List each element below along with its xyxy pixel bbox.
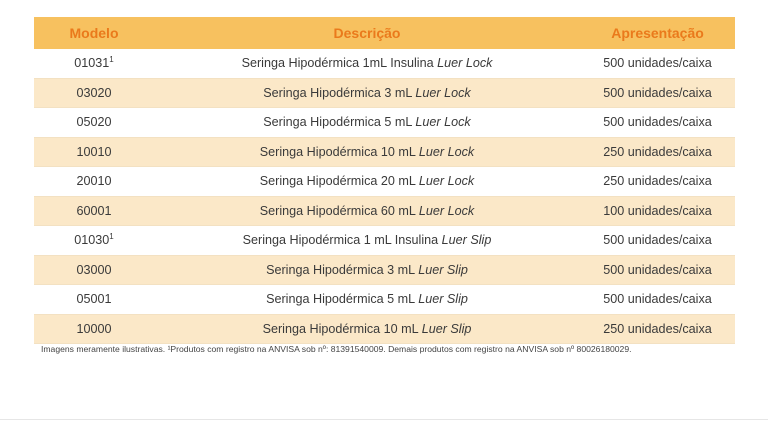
table-body bbox=[34, 49, 735, 344]
product-table bbox=[34, 17, 735, 344]
modelo-code: 10000 bbox=[76, 321, 112, 336]
cell-modelo bbox=[34, 167, 154, 197]
description-text: Seringa Hipodérmica 10 mL bbox=[259, 144, 419, 159]
description-text: Seringa Hipodérmica 1mL Insulina bbox=[241, 56, 438, 71]
cell-descricao bbox=[154, 167, 580, 197]
connector-type: Luer Slip bbox=[441, 233, 492, 248]
header-descricao: Descrição bbox=[154, 17, 580, 49]
cell-apresentacao: 500 unidades/caixa bbox=[580, 108, 735, 138]
connector-type: Luer Lock bbox=[415, 85, 471, 100]
table-row bbox=[34, 167, 735, 197]
cell-descricao bbox=[154, 255, 580, 285]
cell-apresentacao: 250 unidades/caixa bbox=[580, 137, 735, 167]
table-row bbox=[34, 108, 735, 138]
cell-apresentacao: 250 unidades/caixa bbox=[580, 167, 735, 197]
connector-type: Luer Slip bbox=[421, 321, 472, 336]
table-header-row bbox=[34, 17, 735, 49]
connector-type: Luer Slip bbox=[418, 292, 468, 307]
table-row bbox=[34, 314, 735, 344]
table-row bbox=[34, 196, 735, 226]
cell-descricao bbox=[154, 226, 580, 256]
product-table-container bbox=[34, 17, 735, 344]
cell-modelo bbox=[34, 49, 154, 78]
modelo-code: 03000 bbox=[76, 262, 112, 277]
cell-descricao bbox=[154, 137, 580, 167]
modelo-code: 01030 bbox=[74, 233, 110, 248]
cell-apresentacao: 250 unidades/caixa bbox=[580, 314, 735, 344]
modelo-code: 05001 bbox=[76, 292, 112, 307]
modelo-code: 60001 bbox=[76, 203, 112, 218]
cell-modelo bbox=[34, 314, 154, 344]
modelo-code: 10010 bbox=[76, 144, 112, 159]
cell-descricao bbox=[154, 108, 580, 138]
connector-type: Luer Lock bbox=[437, 56, 493, 71]
footnote-marker: 1 bbox=[109, 55, 114, 65]
cell-modelo bbox=[34, 196, 154, 226]
divider bbox=[0, 419, 768, 420]
table-row bbox=[34, 255, 735, 285]
cell-descricao bbox=[154, 196, 580, 226]
modelo-code: 01031 bbox=[74, 56, 110, 71]
footnote: Imagens meramente ilustrativas. ¹Produtos com registro na ANVISA sob nº: 81391540009. Demais produtos com registro na ANVISA sob nº 80026180029. bbox=[41, 344, 632, 354]
cell-apresentacao: 500 unidades/caixa bbox=[580, 78, 735, 108]
table-row bbox=[34, 137, 735, 167]
footnote-marker: 1 bbox=[109, 232, 114, 242]
description-text: Seringa Hipodérmica 5 mL bbox=[266, 292, 419, 307]
cell-descricao bbox=[154, 314, 580, 344]
table-row bbox=[34, 78, 735, 108]
description-text: Seringa Hipodérmica 10 mL bbox=[262, 321, 422, 336]
header-modelo: Modelo bbox=[34, 17, 154, 49]
description-text: Seringa Hipodérmica 20 mL bbox=[259, 174, 419, 189]
cell-apresentacao: 100 unidades/caixa bbox=[580, 196, 735, 226]
description-text: Seringa Hipodérmica 1 mL Insulina bbox=[242, 233, 442, 248]
connector-type: Luer Lock bbox=[418, 144, 475, 159]
table-row bbox=[34, 226, 735, 256]
connector-type: Luer Lock bbox=[415, 115, 471, 130]
description-text: Seringa Hipodérmica 5 mL bbox=[263, 115, 416, 130]
connector-type: Luer Lock bbox=[418, 203, 475, 218]
description-text: Seringa Hipodérmica 60 mL bbox=[259, 203, 419, 218]
header-apresentacao: Apresentação bbox=[580, 17, 735, 49]
cell-modelo bbox=[34, 108, 154, 138]
table-row bbox=[34, 49, 735, 78]
cell-descricao bbox=[154, 78, 580, 108]
cell-apresentacao: 500 unidades/caixa bbox=[580, 49, 735, 78]
cell-apresentacao: 500 unidades/caixa bbox=[580, 226, 735, 256]
connector-type: Luer Lock bbox=[418, 174, 475, 189]
cell-apresentacao: 500 unidades/caixa bbox=[580, 285, 735, 315]
cell-apresentacao: 500 unidades/caixa bbox=[580, 255, 735, 285]
modelo-code: 20010 bbox=[76, 174, 112, 189]
cell-modelo bbox=[34, 255, 154, 285]
cell-modelo bbox=[34, 78, 154, 108]
cell-descricao bbox=[154, 285, 580, 315]
cell-modelo bbox=[34, 137, 154, 167]
description-text: Seringa Hipodérmica 3 mL bbox=[263, 85, 416, 100]
modelo-code: 03020 bbox=[76, 85, 112, 100]
description-text: Seringa Hipodérmica 3 mL bbox=[266, 262, 419, 277]
cell-descricao bbox=[154, 49, 580, 78]
table-row bbox=[34, 285, 735, 315]
cell-modelo bbox=[34, 226, 154, 256]
connector-type: Luer Slip bbox=[418, 262, 468, 277]
cell-modelo bbox=[34, 285, 154, 315]
modelo-code: 05020 bbox=[76, 115, 112, 130]
